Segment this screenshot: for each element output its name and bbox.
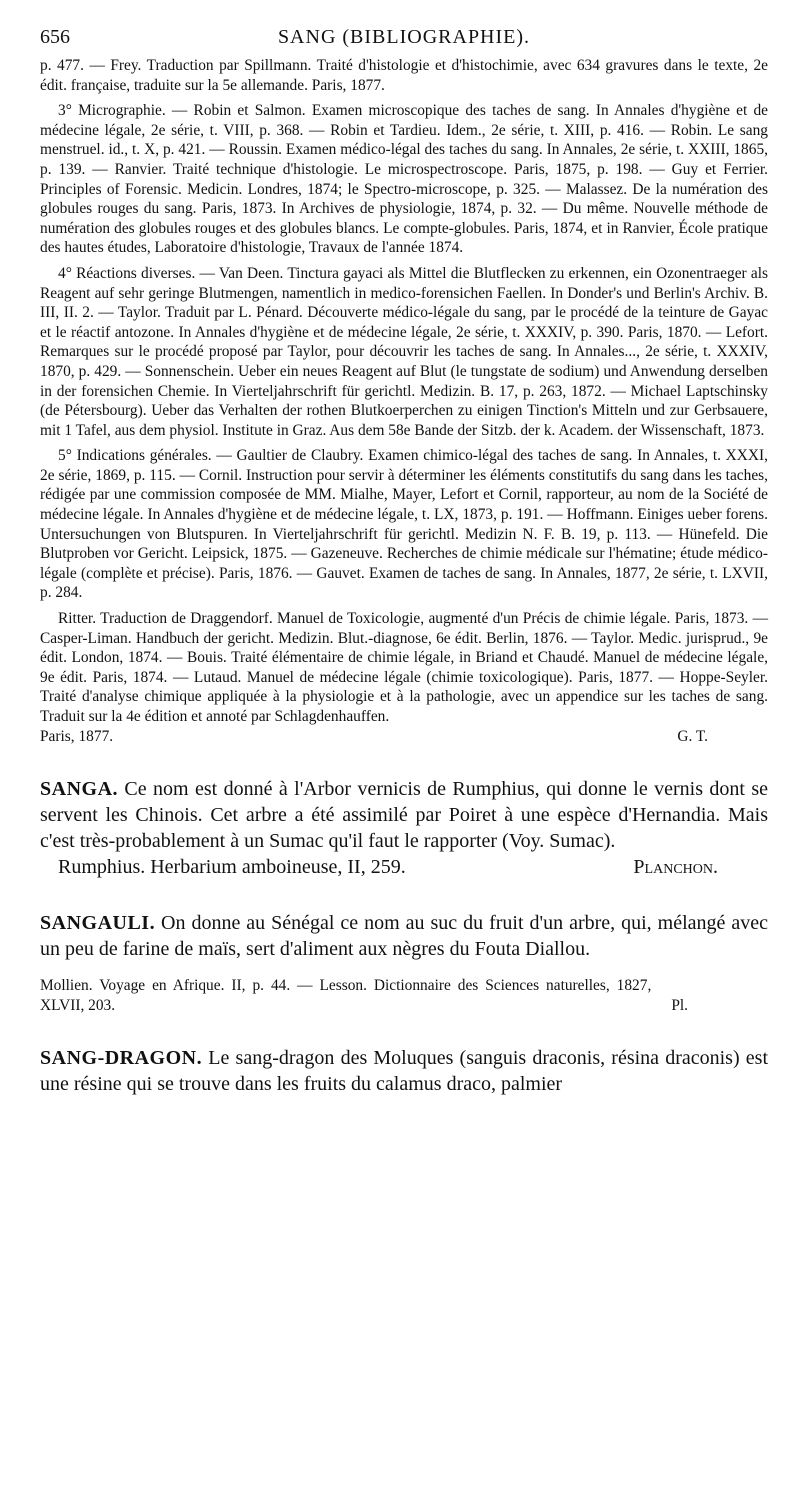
headword-sangauli: SANGAULI. [40,912,156,935]
entry-sanga-reference-line [40,854,768,880]
entry-sanga-body [40,776,768,854]
entry-sanga-text: Ce nom est donné à l'Arbor vernicis de Rumphius, qui donne le vernis dont se servent les Chinois. Cet arbre a été assimilé par Poiret à une espèce d'Hernandia. Mais c'est très-probablement à un Sumac qu'il faut le rapporter (Voy. Sumac). [40,778,769,853]
bibliography-paragraph-ritter: Ritter. Traduction de Draggendorf. Manuel de Toxicologie, augmenté d'un Précis de chimie légale. Paris, 1873. — Casper-Liman. Handbuch der gericht. Medizin. Blut.-diagnose, 6e édit. Berlin, 1876. — Taylor. Medic. jurisprud., 9e édit. London, 1874. — Bouis. Traité élémentaire de chimie légale, in Briand et Chaudé. Manuel de médecine légale, 9e édit. Paris, 1874. — Lutaud. Manuel de médecine légale (chimie toxicologique). Paris, 1877. — Hoppe-Seyler. Traité d'analyse chimique appliquée à la physiologie et à la pathologie, avec un appendice sur les taches de sang. Traduit sur la 4e édition et annoté par Schlagdenhauffen. [40,610,768,725]
entry-sang-dragon-text: Le sang-dragon des Moluques (sanguis draconis, résina draconis) est une résine qui se trouve dans les fruits du calamus draco, palmier [40,1047,768,1096]
headword-sanga: SANGA. [40,778,119,801]
bibliography-paragraph-indications: 5° Indications générales. — Gaultier de Claubry. Examen chimico-légal des taches de sang. In Annales, t. XXXI, 2e série, 1869, p. 115. — Cornil. Instruction pour servir à déterminer les éléments constitutifs du sang dans les taches, rédigée par une commission composée de MM. Mialhe, Mayer, Lefort et Cornil, rapporteur, au nom de la Société de médecine légale. In Annales d'hygiène et de médecine légale, t. LX, 1873, p. 191. — Hoffmann. Einiges ueber forens. Untersuchungen von Blutspuren. In Vierteljahrschrift für gerichtl. Medizin N. F. B. 19, p. 113. — Hünefeld. Die Blutproben vor Gericht. Leipsick, 1875. — Gazeneuve. Recherches de chimie médicale sur l'hématine; étude médico-légale (complète et précise). Paris, 1876. — Gauvet. Examen de taches de sang. In Annales, 1877, 2e série, t. LXVII, p. 284. [40,447,768,602]
bibliography-paragraph-frey: p. 477. — Frey. Traduction par Spillmann. Traité d'histologie et d'histochimie, avec 634 gravures dans le texte, 2e édit. française, traduite sur la 5e allemande. Paris, 1877. [40,57,768,94]
entry-sangauli-signature: Pl. [671,996,688,1014]
entry-sangauli-text: On donne au Sénégal ce nom au suc du fruit d'un arbre, qui, mélangé avec un peu de farine de maïs, sert d'aliment aux nègres du Fouta Diallou. [40,912,768,961]
running-head: SANG (BIBLIOGRAPHIE). [277,26,531,48]
entry-sanga-reference: Rumphius. Herbarium amboineuse, II, 259. [58,856,406,879]
bibliography-closing-text: Paris, 1877. [40,727,114,745]
entry-sangauli [40,910,768,1015]
author-signature: G. T. [677,727,708,745]
page-number: 656 [40,26,70,48]
bibliography-closing-line [40,727,768,747]
entry-sanga [40,776,768,880]
headword-sang-dragon: SANG-DRAGON. [40,1047,203,1070]
page-header [40,26,768,56]
entry-sangauli-reference: Mollien. Voyage en Afrique. II, p. 44. — Lesson. Dictionnaire des Sciences naturelles, 1827, XLVII, 203. [40,977,652,1014]
entry-sangauli-body [40,910,768,962]
entry-sangauli-reference-block [40,976,768,1015]
entry-sang-dragon-body [40,1045,768,1097]
bibliography-paragraph-reactions: 4° Réactions diverses. — Van Deen. Tinctura gayaci als Mittel die Blutflecken zu erkennen, ein Ozonentraeger als Reagent auf sehr geringe Blutmengen, namentlich in medico-forensichen Faellen. In Donder's und Berlin's Archiv. B. III, II. 2. — Taylor. Traduit par L. Pénard. Découverte médico-légale du sang, par le procédé de la teinture de Gayac et le réactif antozone. In Annales d'hygiène et de médecine légale, 2e série, t. XXXIV, p. 390. Paris, 1870. — Lefort. Remarques sur le procédé proposé par Taylor, pour découvrir les taches de sang. In Annales..., 2e série, t. XXXIV, 1870, p. 429. — Sonnenschein. Ueber ein neues Reagent auf Blut (le tungstate de sodium) und Anwendung derselben in der forensichen Chemie. In Vierteljahrschrift für gerichtl. Medizin. B. 17, p. 263, 1872. — Michael Laptschinsky (de Pétersbourg). Ueber das Verhalten der rothen Blutkoerperchen zu einigen Tinction's Mitteln und zur Gerbsauere, mit 1 Tafel, aus dem physiol. Institute in Graz. Aus dem 58e Bande der Sitzb. der k. Academ. der Wissenschaft, 1873. [40,264,768,439]
bibliography-section [40,56,768,746]
entry-sanga-signature: Planchon. [633,856,718,879]
dictionary-page [40,26,768,1097]
bibliography-paragraph-micrographie: 3° Micrographie. — Robin et Salmon. Examen microscopique des taches de sang. In Annales d'hygiène et de médecine légale, 2e série, t. VIII, p. 368. — Robin et Tardieu. Idem., 2e série, t. XIII, p. 416. — Robin. Le sang menstruel. id., t. X, p. 421. — Roussin. Examen médico-légal des taches du sang. In Annales, 2e série, t. XXIII, 1865, p. 139. — Ranvier. Traité technique d'histologie. Le microspectroscope. Paris, 1875, p. 198. — Guy et Ferrier. Principles of Forensic. Medicin. Londres, 1874; le Spectro-microscope, p. 325. — Malassez. De la numération des globules rouges du sang. Paris, 1873. In Archives de physiologie, 1874, p. 32. — Du même. Nouvelle méthode de numération des globules rouges et des globules blancs. Le compte-globules. Paris, 1874, et in Ranvier, École pratique des hautes études, Laboratoire d'histologie, Travaux de l'année 1874. [40,102,768,257]
entry-sang-dragon [40,1045,768,1097]
